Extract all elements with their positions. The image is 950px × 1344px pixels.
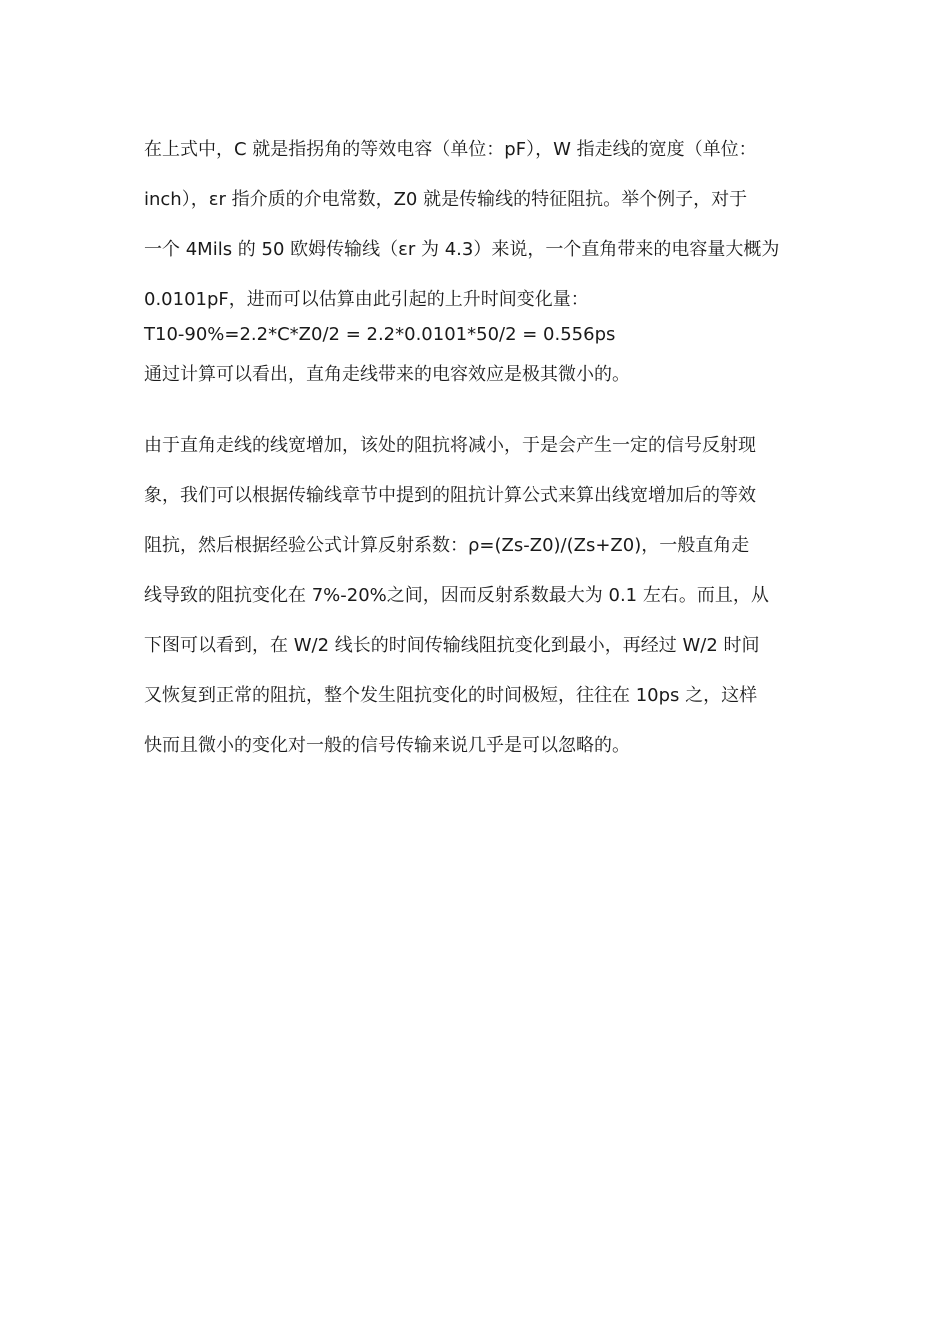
text-line: 快而且微小的变化对一般的信号传输来说几乎是可以忽略的。: [144, 735, 630, 756]
text-line: 一个 4Mils 的 50 欧姆传输线（εr 为 4.3）来说，一个直角带来的电容量大概为: [144, 239, 780, 260]
text-line: 0.0101pF，进而可以估算由此引起的上升时间变化量：: [144, 289, 589, 310]
text-line: 阻抗，然后根据经验公式计算反射系数：ρ=(Zs-Z0)/(Zs+Z0)，一般直角走: [144, 535, 750, 556]
text-line: 下图可以看到，在 W/2 线长的时间传输线阻抗变化到最小，再经过 W/2 时间: [144, 635, 760, 656]
text-line: 又恢复到正常的阻抗，整个发生阻抗变化的时间极短，往往在 10ps 之，这样: [144, 685, 758, 706]
text-line: 象，我们可以根据传输线章节中提到的阻抗计算公式来算出线宽增加后的等效: [144, 485, 756, 506]
text-line: 由于直角走线的线宽增加，该处的阻抗将减小，于是会产生一定的信号反射现: [144, 435, 756, 456]
text-line: 通过计算可以看出，直角走线带来的电容效应是极其微小的。: [144, 364, 630, 385]
formula-line: T10-90%=2.2*C*Z0/2 = 2.2*0.0101*50/2 = 0.556ps: [144, 324, 616, 345]
text-line: 线导致的阻抗变化在 7%-20%之间，因而反射系数最大为 0.1 左右。而且，从: [144, 585, 769, 606]
text-line: 在上式中，C 就是指拐角的等效电容（单位：pF），W 指走线的宽度（单位：: [144, 139, 757, 160]
text-line: inch），εr 指介质的介电常数，Z0 就是传输线的特征阻抗。举个例子，对于: [144, 189, 748, 210]
